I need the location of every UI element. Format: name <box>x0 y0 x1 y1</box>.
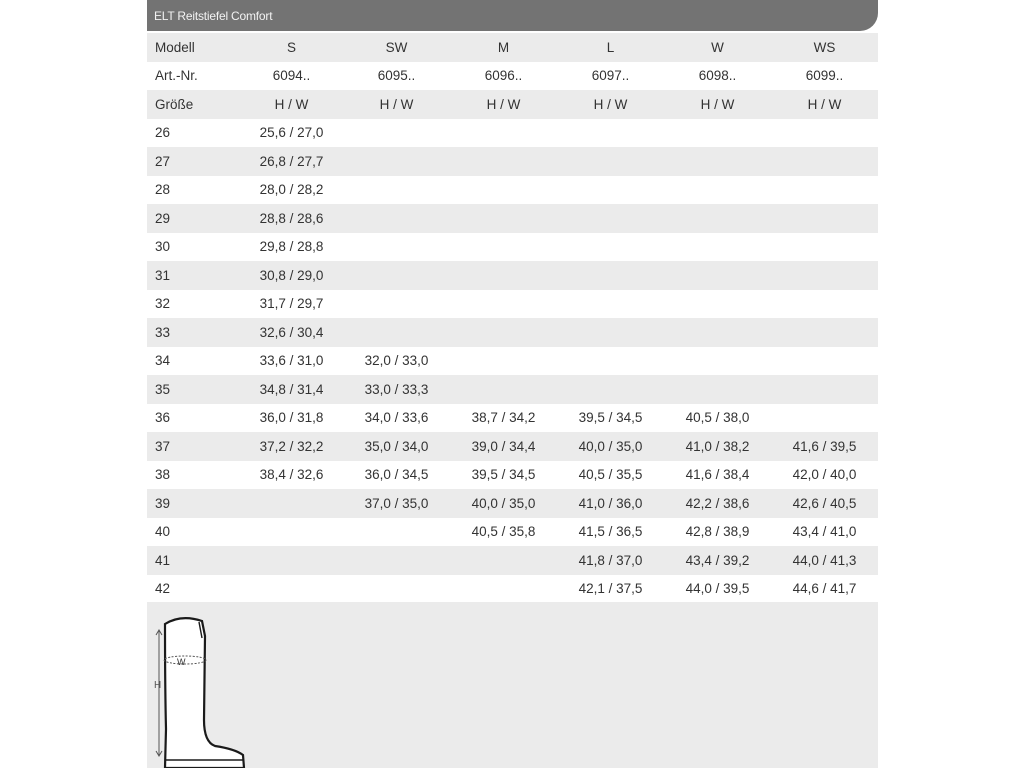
size-row <box>147 347 878 376</box>
table-cell: 28,0 / 28,2 <box>259 182 324 198</box>
table-cell: 34,8 / 31,4 <box>259 381 324 397</box>
table-cell: 33,0 / 33,3 <box>364 381 429 397</box>
table-cell: 31,7 / 29,7 <box>259 296 324 312</box>
row-label: Modell <box>155 39 195 55</box>
size-row <box>147 261 878 290</box>
table-cell: 33,6 / 31,0 <box>259 353 324 369</box>
table-cell: 44,0 / 39,5 <box>685 581 750 597</box>
row-label: 29 <box>155 210 171 226</box>
size-row <box>147 404 878 433</box>
boot-outline <box>165 618 244 768</box>
row-label: 39 <box>155 495 171 511</box>
table-cell: 35,0 / 34,0 <box>364 438 429 454</box>
row-label: 30 <box>155 239 171 255</box>
table-cell: 44,0 / 41,3 <box>792 552 857 568</box>
table-cell: 40,5 / 35,5 <box>578 467 643 483</box>
table-cell: 6096.. <box>484 68 523 84</box>
size-row <box>147 375 878 404</box>
table-cell: 41,0 / 36,0 <box>578 495 643 511</box>
table-cell: 37,0 / 35,0 <box>364 495 429 511</box>
row-label: 28 <box>155 182 171 198</box>
table-cell: W <box>711 39 724 55</box>
header-row <box>147 62 878 91</box>
table-cell: 43,4 / 39,2 <box>685 552 750 568</box>
table-cell: 32,6 / 30,4 <box>259 324 324 340</box>
table-cell: 36,0 / 31,8 <box>259 410 324 426</box>
table-cell: S <box>286 39 296 55</box>
size-row <box>147 546 878 575</box>
table-cell: 6094.. <box>272 68 311 84</box>
table-cell: 25,6 / 27,0 <box>259 125 324 141</box>
size-row <box>147 119 878 148</box>
size-row <box>147 489 878 518</box>
table-cell: 39,0 / 34,4 <box>471 438 536 454</box>
table-cell: 41,5 / 36,5 <box>578 524 643 540</box>
diagram-area <box>147 602 878 768</box>
table-cell: 40,5 / 35,8 <box>471 524 536 540</box>
row-label: 32 <box>155 296 171 312</box>
size-table <box>147 33 878 603</box>
size-chart <box>147 0 878 768</box>
row-label: 38 <box>155 467 171 483</box>
size-row <box>147 233 878 262</box>
size-row <box>147 518 878 547</box>
table-cell: 42,8 / 38,9 <box>685 524 750 540</box>
table-cell: H / W <box>807 96 842 112</box>
row-label: Größe <box>155 96 194 112</box>
table-cell: 41,6 / 38,4 <box>685 467 750 483</box>
size-row <box>147 432 878 461</box>
table-cell: WS <box>813 39 836 55</box>
table-cell: 40,0 / 35,0 <box>578 438 643 454</box>
row-label: 37 <box>155 438 171 454</box>
chart-title: ELT Reitstiefel Comfort <box>154 9 273 23</box>
size-row <box>147 290 878 319</box>
row-label: Art.-Nr. <box>155 68 198 84</box>
height-arrow <box>156 630 162 756</box>
boot-measurement-icon <box>151 608 251 768</box>
table-cell: 6095.. <box>377 68 416 84</box>
row-label: 36 <box>155 410 171 426</box>
header-row <box>147 33 878 62</box>
table-cell: 44,6 / 41,7 <box>792 581 857 597</box>
table-cell: 6099.. <box>805 68 844 84</box>
table-cell: H / W <box>593 96 628 112</box>
table-cell: 41,0 / 38,2 <box>685 438 750 454</box>
table-cell: 36,0 / 34,5 <box>364 467 429 483</box>
table-cell: 42,0 / 40,0 <box>792 467 857 483</box>
table-cell: 32,0 / 33,0 <box>364 353 429 369</box>
table-cell: 43,4 / 41,0 <box>792 524 857 540</box>
table-cell: 6097.. <box>591 68 630 84</box>
table-cell: H / W <box>486 96 521 112</box>
table-cell: 42,6 / 40,5 <box>792 495 857 511</box>
table-cell: 30,8 / 29,0 <box>259 267 324 283</box>
row-label: 35 <box>155 381 171 397</box>
width-label: W <box>177 657 186 667</box>
row-label: 27 <box>155 153 171 169</box>
row-label: 41 <box>155 552 171 568</box>
table-cell: 41,8 / 37,0 <box>578 552 643 568</box>
row-label: 31 <box>155 267 171 283</box>
size-row <box>147 461 878 490</box>
table-cell: H / W <box>379 96 414 112</box>
table-cell: 37,2 / 32,2 <box>259 438 324 454</box>
table-cell: 39,5 / 34,5 <box>471 467 536 483</box>
table-cell: 28,8 / 28,6 <box>259 210 324 226</box>
size-row <box>147 318 878 347</box>
table-cell: 34,0 / 33,6 <box>364 410 429 426</box>
table-cell: SW <box>385 39 408 55</box>
row-label: 26 <box>155 125 171 141</box>
table-cell: 40,0 / 35,0 <box>471 495 536 511</box>
table-cell: 41,6 / 39,5 <box>792 438 857 454</box>
table-cell: 38,4 / 32,6 <box>259 467 324 483</box>
table-cell: L <box>606 39 615 55</box>
table-cell: 42,1 / 37,5 <box>578 581 643 597</box>
row-label: 42 <box>155 581 171 597</box>
table-cell: 42,2 / 38,6 <box>685 495 750 511</box>
size-row <box>147 575 878 604</box>
size-row <box>147 147 878 176</box>
row-label: 33 <box>155 324 171 340</box>
table-cell: M <box>497 39 510 55</box>
table-cell: H / W <box>700 96 735 112</box>
row-label: 40 <box>155 524 171 540</box>
table-cell: 38,7 / 34,2 <box>471 410 536 426</box>
table-cell: H / W <box>274 96 309 112</box>
header-row <box>147 90 878 119</box>
title-bar <box>147 0 878 31</box>
height-label: H <box>154 680 162 691</box>
table-cell: 26,8 / 27,7 <box>259 153 324 169</box>
row-label: 34 <box>155 353 171 369</box>
table-cell: 29,8 / 28,8 <box>259 239 324 255</box>
table-cell: 39,5 / 34,5 <box>578 410 643 426</box>
size-row <box>147 176 878 205</box>
table-cell: 6098.. <box>698 68 737 84</box>
size-row <box>147 204 878 233</box>
table-cell: 40,5 / 38,0 <box>685 410 750 426</box>
